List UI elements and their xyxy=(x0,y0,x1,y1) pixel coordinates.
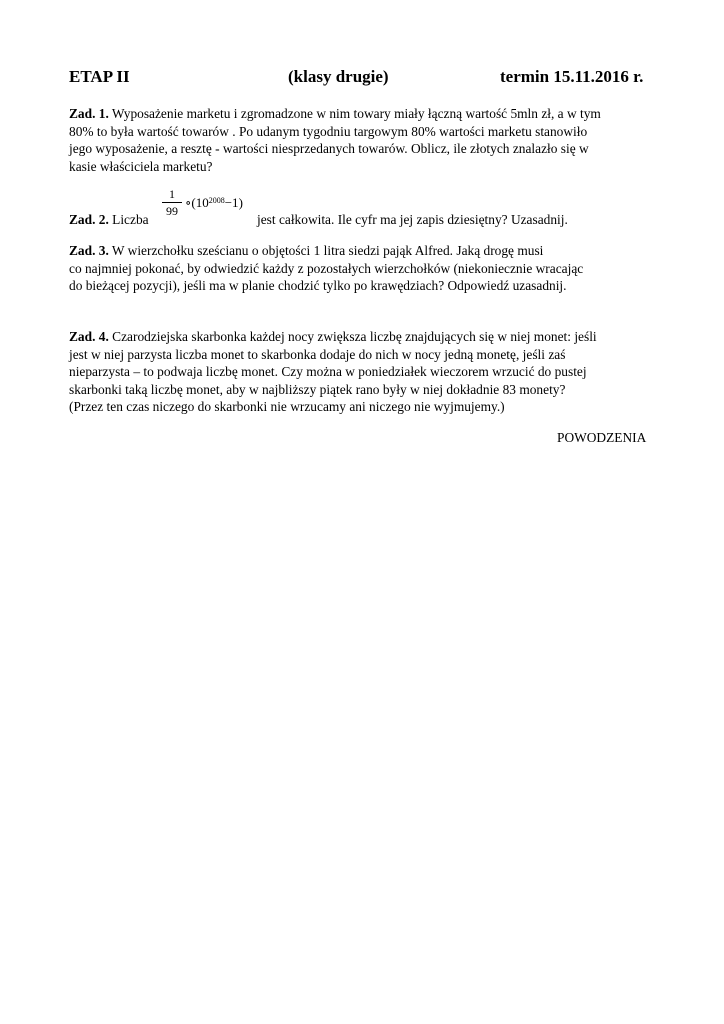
task-4-line-1 xyxy=(69,328,659,346)
formula-base: 10 xyxy=(195,195,209,210)
task-1-text-2: 80% to była wartość towarów . Po udanym tygodniu targowym 80% wartości marketu stanowiło xyxy=(69,123,588,139)
fraction xyxy=(162,187,182,218)
stage-title: ETAP II xyxy=(69,67,130,86)
formula-exponent: 2008 xyxy=(208,196,225,205)
closing-text: POWODZENIA xyxy=(557,430,647,445)
task-4-label: Zad. 4. xyxy=(69,329,109,344)
date-label: termin 15.11.2016 r. xyxy=(500,67,644,86)
task-4-text-5: (Przez ten czas niczego do skarbonki nie wrzucamy ani niczego nie wyjmujemy.) xyxy=(69,399,505,415)
task-3-text-1: W wierzchołku sześcianu o objętości 1 litra siedzi pająk Alfred. Jaką drogę musi xyxy=(108,243,544,258)
task-4-text-3: nieparzysta – to podwaja liczbę monet. Czy można w poniedziałek wieczorem wrzucić do pustej xyxy=(69,364,587,380)
task-2-label: Zad. 2. xyxy=(69,212,109,227)
task-1-text-4: kasie właściciela marketu? xyxy=(69,158,213,174)
task-3 xyxy=(69,242,659,295)
task-3-line-1 xyxy=(69,242,659,260)
task-1 xyxy=(69,105,659,175)
task-3-label: Zad. 3. xyxy=(69,243,109,258)
task-4-text-1: Czarodziejska skarbonka każdej nocy zwiększa liczbę znajdujących się w niej monet: jeśli xyxy=(108,329,597,344)
task-2-formula xyxy=(160,187,260,223)
task-2-intro xyxy=(69,211,149,229)
formula-minus: −1 xyxy=(224,195,239,210)
task-1-text-3: jego wyposażenie, a resztę - wartości niesprzedanych towarów. Oblicz, ile złotych znalazło się w xyxy=(69,141,589,157)
task-1-line-1 xyxy=(69,105,659,123)
task-1-text-1: Wyposażenie marketu i zgromadzone w nim towary miały łączną wartość 5mln zł, a w tym xyxy=(108,106,601,121)
task-3-text-3: do bieżącej pozycji), jeśli ma w planie chodzić tylko po krawędziach? Odpowiedź uzasadnij. xyxy=(69,278,567,294)
task-4 xyxy=(69,328,659,416)
task-3-text-2: co najmniej pokonać, by odwiedzić każdy z pozostałych wierzchołków (niekoniecznie wracając xyxy=(69,260,584,276)
formula-open-paren: ( xyxy=(191,195,196,210)
page-header xyxy=(69,67,649,91)
task-2-before: Liczba xyxy=(108,212,149,227)
task-1-label: Zad. 1. xyxy=(69,106,109,121)
fraction-numerator: 1 xyxy=(169,187,175,201)
task-4-text-2: jest w niej parzysta liczba monet to skarbonka dodaje do nich w nocy jedną monetę, jeśli zaś xyxy=(69,346,566,362)
formula-operator: ∘ xyxy=(185,195,192,210)
task-4-text-4: skarbonki taką liczbę monet, aby w najbliższy piątek rano były w niej dokładnie 83 monety? xyxy=(69,381,566,397)
fraction-bar xyxy=(162,202,182,203)
formula-expression xyxy=(185,195,243,211)
formula-close-paren: ) xyxy=(238,195,243,210)
task-2-after: jest całkowita. Ile cyfr ma jej zapis dziesiętny? Uzasadnij. xyxy=(257,212,568,227)
classes-label: (klasy drugie) xyxy=(288,67,389,86)
fraction-denominator: 99 xyxy=(166,204,178,218)
